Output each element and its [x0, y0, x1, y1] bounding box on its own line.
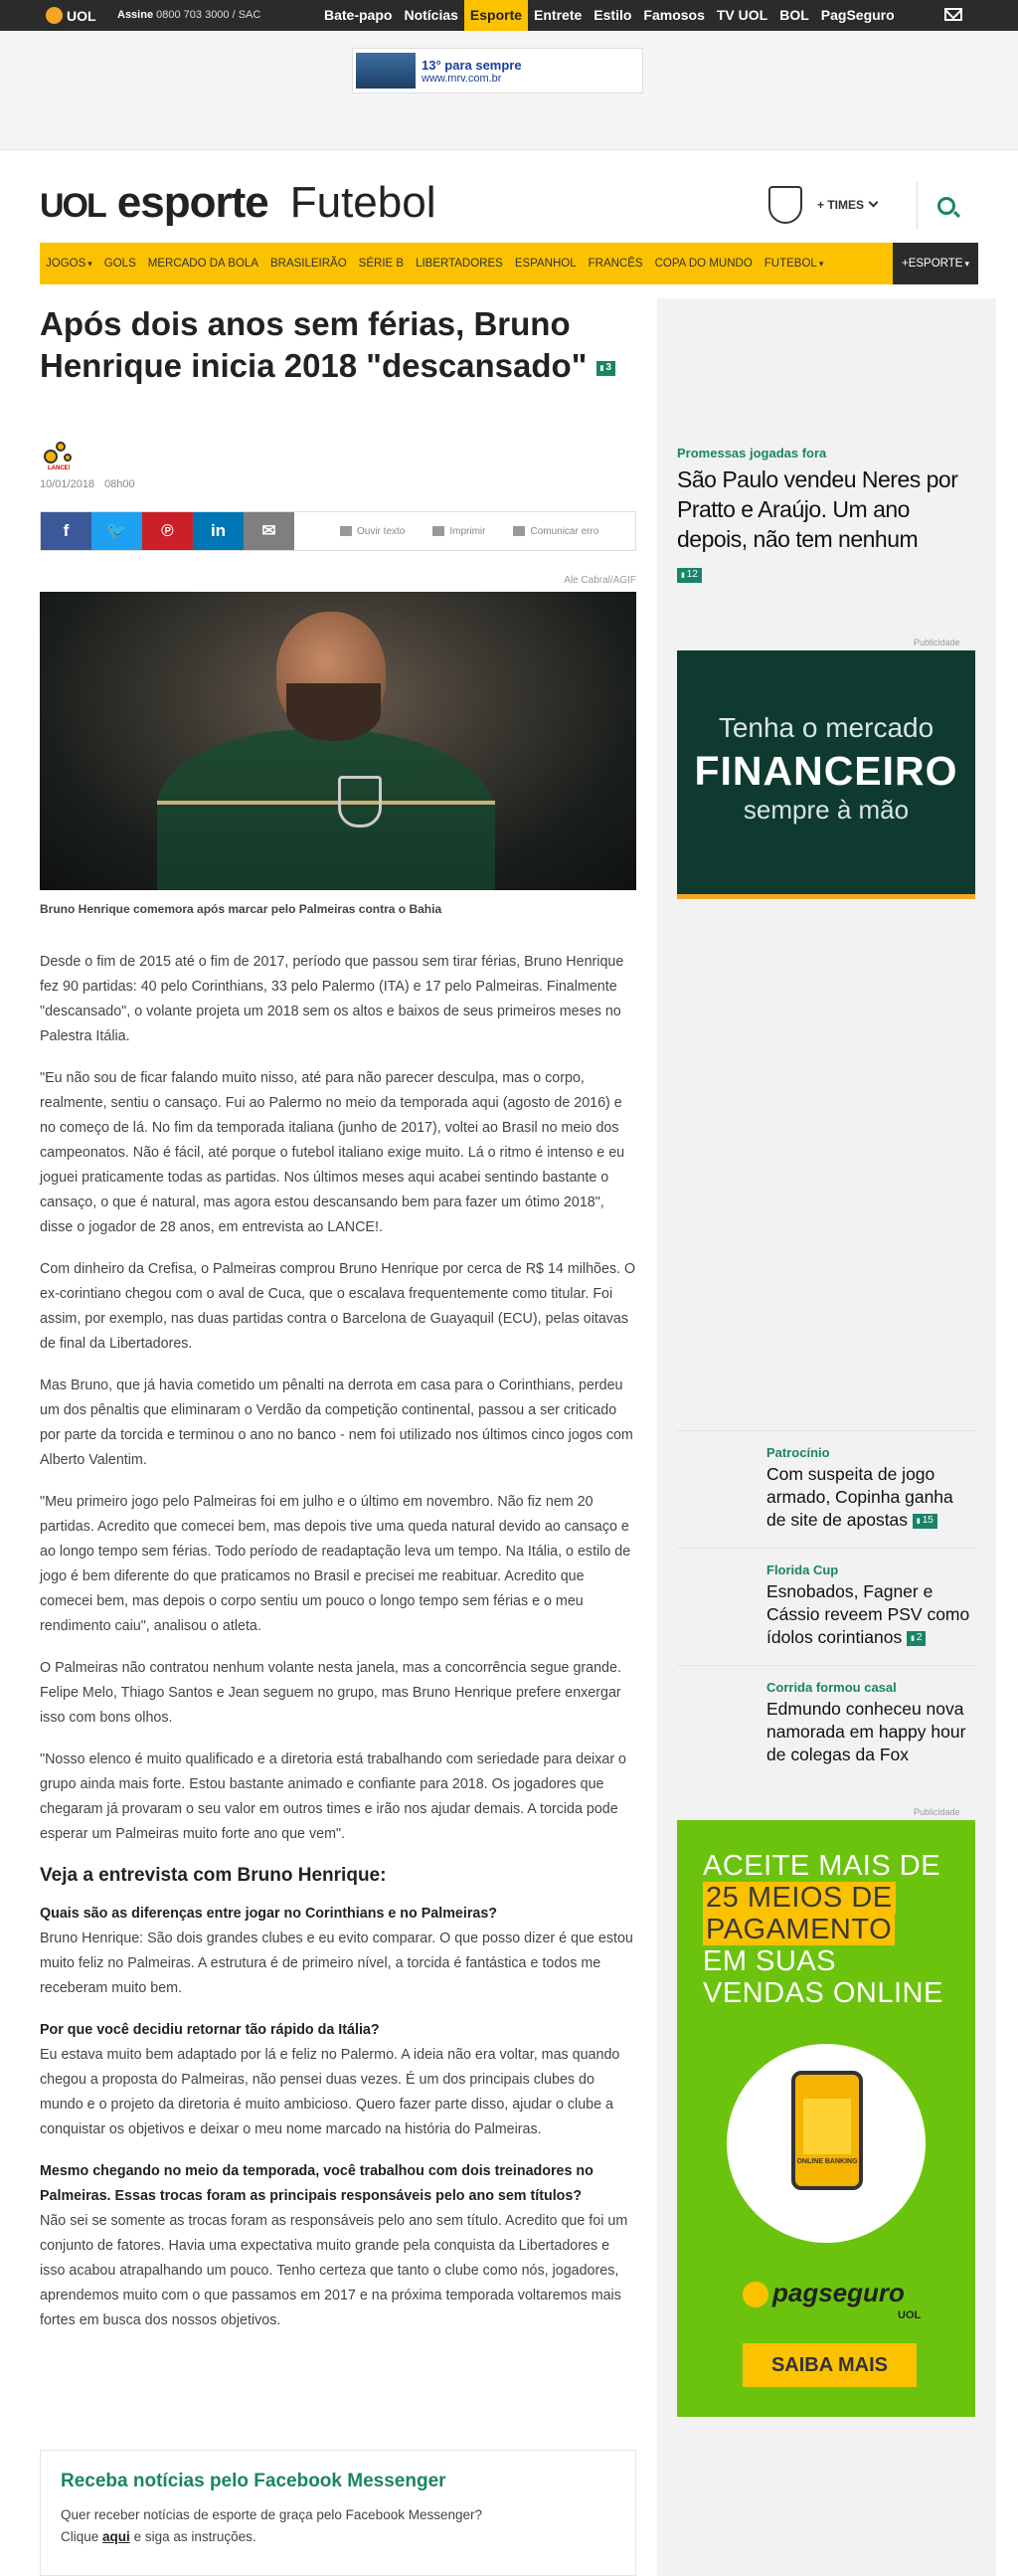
qa-question: Por que você decidiu retornar tão rápido da Itália? — [40, 2022, 380, 2038]
qa-question: Mesmo chegando no meio da temporada, você trabalhou com dois treinadores no Palmeiras. Essas trocas foram as principais responsáveis pelo ano sem títulos? — [40, 2163, 594, 2204]
email-share-button[interactable] — [244, 512, 294, 550]
top-ad-image — [356, 53, 416, 89]
pinterest-share-button[interactable] — [142, 512, 193, 550]
comments-badge: ▮ 12 — [677, 568, 702, 583]
news-title: Edmundo conheceu nova namorada em happy hour de colegas da Fox — [766, 1699, 966, 1764]
listen-text-button[interactable]: Ouvir texto — [340, 526, 405, 537]
section-brand[interactable] — [40, 178, 436, 228]
promo-headline[interactable]: São Paulo vendeu Neres por Pratto e Araújo. Um ano depois, não tem nenhum — [677, 466, 958, 552]
header-divider — [917, 182, 918, 230]
top-bar — [0, 0, 1018, 31]
catnav-copa[interactable]: COPA DO MUNDO — [654, 258, 753, 270]
ad-label: Publicidade — [914, 1807, 960, 1817]
report-icon — [513, 526, 525, 536]
assine-link[interactable]: Assine 0800 703 3000 / SAC — [117, 9, 261, 21]
article-date: 10/01/2018 — [40, 478, 95, 490]
news-thumbnail — [677, 1682, 757, 1761]
promo-kicker[interactable]: Promessas jogadas fora — [677, 446, 827, 460]
photo-caption: Bruno Henrique comemora após marcar pelo Palmeiras contra o Bahia — [40, 902, 442, 916]
qa-question: Quais são as diferenças entre jogar no Corinthians e no Palmeiras? — [40, 1906, 498, 1922]
topnav-estilo[interactable]: Estilo — [594, 7, 632, 23]
paragraph: Mas Bruno, que já havia cometido um pênalti na derrota em casa para o Corinthians, perdeu um dos pênaltis que eliminaram o Verdão da competição continental, passou a ser criticado por parte da torcida e terminou o ano no banco - nem foi utilizado nos últimos cinco jogos com Alberto Valentim. — [40, 1378, 633, 1468]
catnav-futebol[interactable]: FUTEBOL ▾ — [759, 258, 830, 270]
sidebar-news-item[interactable] — [677, 1430, 975, 1538]
top-ad-strip — [0, 31, 1018, 150]
news-kicker: Patrocínio — [766, 1445, 830, 1460]
topnav-batepapo[interactable]: Bate-papo — [324, 7, 393, 23]
print-button[interactable]: Imprimir — [432, 526, 485, 537]
promo-comments[interactable] — [677, 567, 702, 585]
header-futebol: Futebol — [289, 178, 436, 227]
news-thumbnail — [677, 1564, 757, 1644]
topnav-esporte[interactable]: Esporte — [464, 0, 528, 31]
top-ad-banner[interactable] — [352, 48, 643, 93]
catnav-more-esporte[interactable]: +ESPORTE ▾ — [893, 243, 978, 284]
photo-credit: Ale Cabral/AGIF — [564, 575, 636, 586]
fb-box-link[interactable]: aqui — [102, 2529, 130, 2544]
news-kicker: Corrida formou casal — [766, 1680, 897, 1695]
comments-badge: ▮ 15 — [913, 1514, 937, 1529]
fb-box-title: Receba notícias pelo Facebook Messenger — [61, 2471, 446, 2491]
paragraph: "Nosso elenco é muito qualificado e a diretoria está trabalhando com seriedade para deixar o grupo ainda mais forte. Estou bastante animado e confiante para 2018. Os jogadores que chegaram já provaram o seu valor em outros times e irão nos ajudar demais. A torcida pode esperar um Palmeiras muito forte ano que vem". — [40, 1751, 627, 1842]
top-ad-url: www.mrv.com.br — [422, 72, 502, 85]
uol-logo[interactable]: UOL — [46, 7, 96, 24]
article-title: Após dois anos sem férias, Bruno Henrique inicia 2018 "descansado" ▮ 3 — [40, 303, 636, 387]
comments-badge: ▮ 2 — [907, 1631, 926, 1646]
news-title: Esnobados, Fagner e Cássio reveem PSV como ídolos corintianos ▮ 2 — [766, 1580, 975, 1649]
lance-logo[interactable]: LANCE! — [40, 440, 80, 475]
news-title: Com suspeita de jogo armado, Copinha ganha de site de apostas ▮ 15 — [766, 1463, 975, 1532]
qa-item — [40, 2159, 636, 2333]
twitter-share-button[interactable] — [91, 512, 142, 550]
paragraph: Com dinheiro da Crefisa, o Palmeiras comprou Bruno Henrique por cerca de R$ 14 milhões. O ex-corintiano chegou com o aval de Cuca, que o escalava frequentemente como titular. Foi assim, por exemplo, nas duas partidas contra o Barcelona de Guayaquil (ECU), pelas oitavas de final da Libertadores. — [40, 1261, 636, 1352]
qa-item — [40, 1902, 636, 2001]
paragraph: O Palmeiras não contratou nenhum volante nesta janela, mas a concorrência segue grande. Felipe Melo, Thiago Santos e Jean seguem no grupo, mas Bruno Henrique prefere enxergar isso com bons olhos. — [40, 1660, 621, 1726]
article-photo[interactable] — [40, 592, 636, 890]
facebook-share-button[interactable] — [41, 512, 91, 550]
paragraph: "Meu primeiro jogo pelo Palmeiras foi em julho e o último em novembro. Não fiz nem 20 partidas. Acredito que comecei bem, mas depois tive uma queda natural devido ao cansaço e ao longo tempo sem férias. Todo período de readaptação leva um tempo. Na Itália, o estilo de jogo é bem diferente do que praticamos no Brasil e precisei me reabituar. Acredito que comecei bem, mas depois o corpo sentiu um pouco o longo tempo sem férias e o meu rendimento caiu", analisou o atleta. — [40, 1494, 631, 1634]
paragraph: "Eu não sou de ficar falando muito nisso, até para não parecer desculpa, mas o corpo, realmente, sentiu o cansaço. Fui ao Palermo no meio da temporada aqui (agosto de 2016) e no começo de lá. No fim da temporada italiana (junho de 2017), voltei ao Brasil no meio dos campeonatos. Não é fácil, até porque o futebol italiano exige muito. Lá o ritmo é intenso e eu joguei praticamente todas as partidas. Nos últimos meses aqui acabei sentindo bastante o cansaço, o que é natural, mas agora estou descansando bem para fazer um ótimo 2018", disse o jogador de 28 anos, em entrevista ao LANCE!. — [40, 1070, 625, 1235]
comments-badge[interactable]: ▮ 3 — [596, 361, 615, 376]
phone-icon: ONLINE BANKING — [791, 2071, 863, 2190]
pinterest-icon: ℗ — [161, 521, 174, 540]
shield-icon[interactable] — [768, 186, 802, 224]
header-esporte: esporte — [116, 178, 268, 227]
qa-answer: Eu estava muito bem adaptado por lá e feliz no Palermo. A ideia não era voltar, mas quando chegou a proposta do Palmeiras, não pensei duas vezes. É um dos principais clubes do mundo e o projeto da diretoria é muito ambicioso. Quero fazer parte disso, ajudar o clube a conquistar os objetivos e deixar o meu nome marcado na história do Palmeiras. — [40, 2047, 620, 2137]
topnav-pagseguro[interactable]: PagSeguro — [820, 7, 895, 23]
interview-heading: Veja a entrevista com Bruno Henrique: — [40, 1865, 387, 1886]
header-uol-logo: UOL — [40, 187, 105, 225]
topnav-noticias[interactable]: Notícias — [404, 7, 458, 23]
ad-label: Publicidade — [914, 638, 960, 647]
qa-item — [40, 2018, 636, 2142]
saiba-mais-button[interactable]: SAIBA MAIS — [743, 2343, 917, 2387]
pagseguro-ad[interactable] — [677, 1820, 975, 2417]
report-error-button[interactable]: Comunicar erro — [513, 526, 598, 537]
linkedin-icon: in — [210, 521, 227, 540]
topnav-bol[interactable]: BOL — [779, 7, 809, 23]
sidebar — [657, 298, 996, 2576]
paragraph: Desde o fim de 2015 até o fim de 2017, período que passou sem tirar férias, Bruno Henrique fez 90 partidas: 40 pelo Corinthians, 33 pelo Palermo (ITA) e 17 pelo Palmeiras. Finalmente "descansado", o volante projeta um 2018 sem os altos e baixos de seus primeiros meses no Palestra Itália. — [40, 954, 624, 1044]
catnav-brasileirao[interactable]: BRASILEIRÃO — [269, 258, 347, 270]
linkedin-share-button[interactable] — [193, 512, 244, 550]
catnav-jogos[interactable]: JOGOS ▾ — [40, 258, 98, 270]
news-thumbnail — [677, 1447, 757, 1527]
facebook-icon: f — [63, 521, 70, 540]
top-nav — [318, 0, 901, 31]
envelope-icon: ✉ — [261, 521, 276, 540]
article-time: 08h00 — [104, 478, 135, 490]
times-dropdown[interactable]: + TIMES — [817, 198, 877, 212]
facebook-messenger-box — [40, 2450, 636, 2576]
pagseguro-logo: pagseguro — [743, 2278, 905, 2308]
sidebar-news-item[interactable] — [677, 1548, 975, 1655]
search-icon[interactable] — [937, 197, 955, 215]
site-header — [40, 174, 978, 234]
topnav-tvuol[interactable]: TV UOL — [716, 7, 768, 23]
sidebar-news-item[interactable] — [677, 1665, 975, 1772]
uol-logo-icon — [46, 7, 63, 24]
topnav-famosos[interactable]: Famosos — [643, 7, 705, 23]
fb-box-text: Quer receber notícias de esporte de graça pelo Facebook Messenger? Clique aqui e siga as instruções. — [61, 2507, 482, 2544]
news-kicker: Florida Cup — [766, 1563, 839, 1577]
speaker-icon — [340, 526, 352, 536]
article-meta — [40, 478, 135, 490]
top-ad-title: 13° para sempre — [422, 57, 522, 73]
printer-icon — [432, 526, 444, 536]
financeiro-ad[interactable]: Tenha o mercado FINANCEIRO sempre à mão — [677, 650, 975, 899]
catnav-frances[interactable]: FRANCÊS — [588, 258, 643, 270]
catnav-libertadores[interactable]: LIBERTADORES — [416, 258, 503, 270]
category-nav — [40, 243, 978, 284]
catnav-mercado[interactable]: MERCADO DA BOLA — [147, 258, 258, 270]
article — [40, 298, 636, 2328]
qa-answer: Bruno Henrique: São dois grandes clubes e eu evito comparar. O que posso dizer é que estou muito feliz no Palmeiras. A estrutura é de primeiro nível, a torcida é fantástica e todos me receberam muito bem. — [40, 1931, 633, 1996]
chevron-down-icon — [869, 198, 879, 208]
twitter-icon: 🐦 — [105, 521, 128, 540]
pagseguro-ad-headline: ACEITE MAIS DE 25 MEIOS DE PAGAMENTO EM SUAS VENDAS ONLINE — [703, 1850, 943, 2009]
qa-answer: Não sei se somente as trocas foram as responsáveis pelo ano sem título. Acredito que foi um conjunto de fatores. Havia uma expectativa muito grande pela conquista da Libertadores e isso acabou atrapalhando um pouco. Tenho certeza que tanto o clube como nós, jogadores, aprendemos muito com o que passamos em 2017 e na próxima temporada voltaremos mais fortes em busca dos nossos objetivos. — [40, 2213, 628, 2328]
topnav-entrete[interactable]: Entrete — [534, 7, 583, 23]
article-body — [40, 950, 636, 2350]
catnav-serie-b[interactable]: SÉRIE B — [358, 258, 405, 270]
catnav-gols[interactable]: GOLS — [103, 258, 136, 270]
share-bar — [40, 511, 636, 551]
mail-icon[interactable] — [944, 8, 962, 21]
catnav-espanhol[interactable]: ESPANHOL — [514, 258, 577, 270]
pagseguro-logo-sub: UOL — [898, 2309, 922, 2321]
